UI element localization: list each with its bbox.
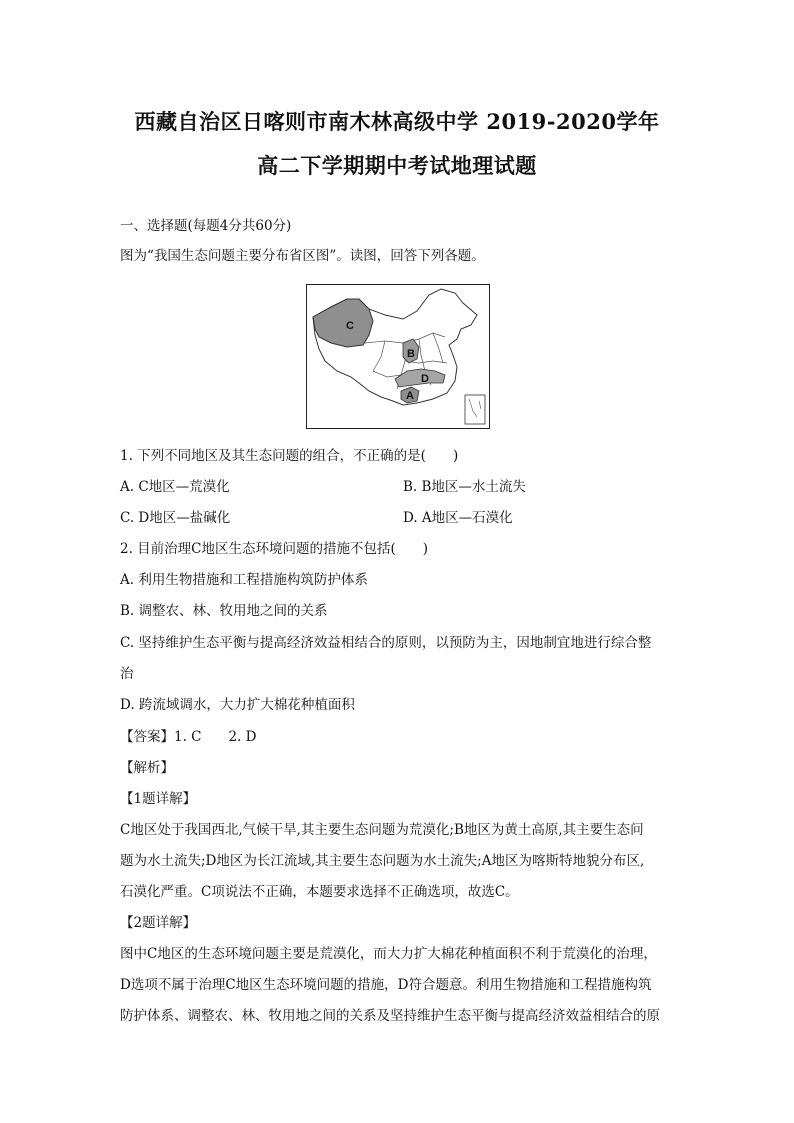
map-label-c: C	[346, 320, 354, 332]
q2-stem: 2. 目前治理C地区生态环境问题的措施不包括( )	[120, 541, 429, 557]
document-title-line2: 高二下学期期中考试地理试题	[257, 153, 537, 178]
china-ecology-map	[306, 284, 490, 429]
detail2-line: 防护体系、调整农、林、牧用地之间的关系及坚持维护生态平衡与提高经济效益相结合的原	[120, 1008, 660, 1024]
document-title-line1: 西藏自治区日喀则市南木林高级中学 2019-2020学年	[134, 109, 660, 134]
question-intro: 图为“我国生态问题主要分布省区图”。读图，回答下列各题。	[120, 248, 485, 264]
q2-option-c: C. 坚持维护生态平衡与提高经济效益相结合的原则，以预防为主，因地制宜地进行综合整	[120, 635, 652, 651]
map-label-b: B	[407, 348, 415, 360]
q1-option-b: B. B地区—水土流失	[403, 479, 526, 495]
q1-option-c: C. D地区—盐碱化	[120, 510, 231, 526]
detail1-line: 石漠化严重。C项说法不正确，本题要求选择不正确选项，故选C。	[120, 884, 519, 900]
detail1-label: 【1题详解】	[120, 791, 197, 807]
q1-option-a: A. C地区—荒漠化	[120, 479, 230, 495]
section-heading: 一、选择题(每题4分共60分)	[120, 218, 292, 234]
detail2-label: 【2题详解】	[120, 915, 197, 931]
map-figure	[307, 285, 489, 428]
detail1-line: C地区处于我国西北,气候干旱,其主要生态问题为荒漠化;B地区为黄土高原,其主要生态问	[120, 822, 644, 838]
region-c-shading	[313, 299, 373, 347]
q1-option-d: D. A地区—石漠化	[403, 510, 513, 526]
map-label-d: D	[421, 373, 429, 385]
detail2-line: 图中C地区的生态环境问题主要是荒漠化，而大力扩大棉花种植面积不利于荒漠化的治理，	[120, 946, 657, 962]
q1-stem: 1. 下列不同地区及其生态问题的组合，不正确的是( )	[120, 448, 459, 464]
q2-option-d: D. 跨流域调水，大力扩大棉花种植面积	[120, 697, 355, 713]
south-sea-inset	[465, 395, 485, 424]
analysis-label: 【解析】	[120, 760, 174, 776]
map-label-a: A	[406, 390, 414, 402]
region-d-shading	[395, 369, 445, 387]
q2-option-c-cont: 治	[120, 666, 134, 682]
answer-line: 【答案】1. C 2. D	[120, 729, 257, 745]
q2-option-a: A. 利用生物措施和工程措施构筑防护体系	[120, 572, 368, 588]
detail2-line: D选项不属于治理C地区生态环境问题的措施，D符合题意。利用生物措施和工程措施构筑	[120, 977, 652, 993]
detail1-line: 题为水土流失;D地区为长江流域,其主要生态问题为水土流失;A地区为喀斯特地貌分布区,	[120, 853, 645, 869]
q2-option-b: B. 调整农、林、牧用地之间的关系	[120, 603, 328, 619]
